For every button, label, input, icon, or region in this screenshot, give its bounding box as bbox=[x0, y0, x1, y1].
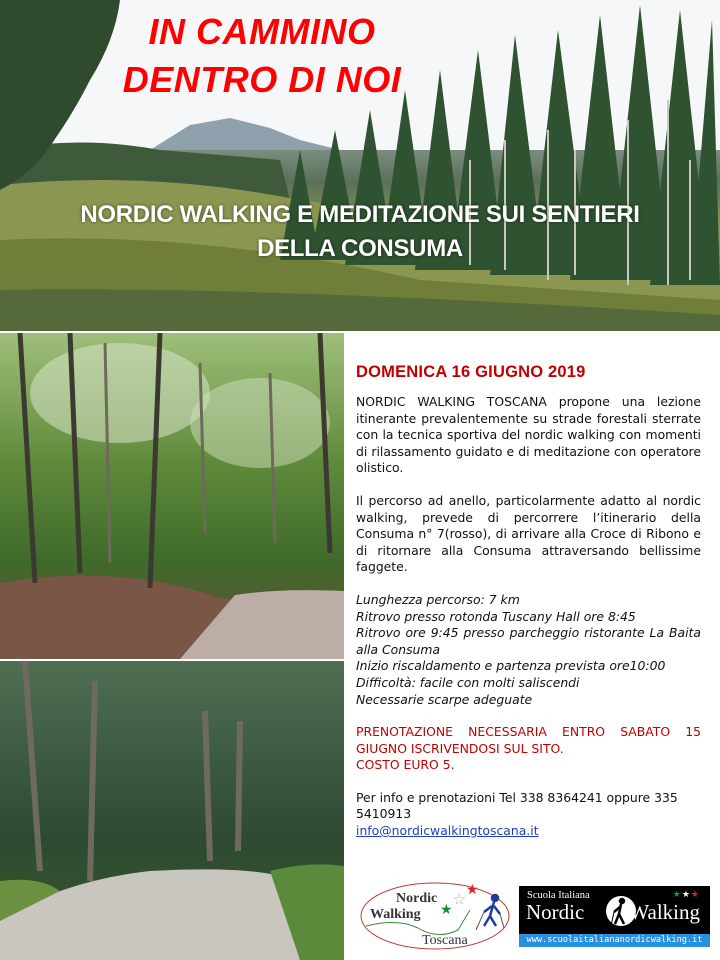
hero-title-line-1: IN CAMMINO bbox=[148, 11, 376, 52]
nwt-text-walking: Walking bbox=[370, 907, 421, 922]
sinw-text-walking: Walking bbox=[629, 900, 700, 924]
star-red-icon: ★ bbox=[690, 889, 700, 899]
booking-deadline: PRENOTAZIONE NECESSARIA ENTRO SABATO 15 GIUGNO ISCRIVENDOSI SUL SITO. bbox=[356, 724, 701, 756]
contact-email-link[interactable]: info@nordicwalkingtoscana.it bbox=[356, 823, 539, 839]
contact-phone: Per info e prenotazioni Tel 338 8364241 oppure 335 5410913 bbox=[356, 789, 678, 822]
sinw-stars bbox=[673, 889, 700, 900]
event-date: DOMENICA 16 GIUGNO 2019 bbox=[356, 363, 586, 381]
beech-forest-photo bbox=[0, 333, 344, 659]
sinw-url: www.scuolaitaliananordicwalking.it bbox=[519, 934, 710, 947]
nwt-logo-graphic bbox=[358, 880, 512, 952]
nwt-text-nordic: Nordic bbox=[396, 891, 438, 906]
detail-meeting-2: Ritrovo ore 9:45 presso parcheggio ristorante La Baita alla Consuma bbox=[356, 625, 701, 657]
detail-length: Lunghezza percorso: 7 km bbox=[356, 591, 520, 607]
booking-cost: COSTO EURO 5. bbox=[356, 757, 455, 773]
detail-start: Inizio riscaldamento e partenza prevista ore10:00 bbox=[356, 658, 666, 674]
nordic-walking-toscana-logo bbox=[358, 880, 512, 952]
star-green-icon: ★ bbox=[672, 889, 682, 899]
booking-notice bbox=[356, 724, 701, 774]
hero-subtitle-line-2: DELLA CONSUMA bbox=[257, 235, 463, 262]
detail-meeting-1: Ritrovo presso rotonda Tuscany Hall ore 8:45 bbox=[356, 608, 636, 624]
event-details-column bbox=[356, 362, 701, 840]
detail-shoes: Necessarie scarpe adeguate bbox=[356, 691, 533, 707]
nwt-star-white: ★ bbox=[453, 892, 466, 908]
conifer-forest-photo bbox=[0, 661, 344, 960]
beech-forest-image bbox=[0, 333, 344, 659]
contact-info bbox=[356, 790, 701, 840]
event-route: Il percorso ad anello, particolarmente adatto al nordic walking, prevede di percorrere l’itinerario della Consuma n° 7(rosso), di arrivare alla Croce di Ribono e di ritornare alla Consuma attraversando bellissime faggete. bbox=[356, 492, 701, 575]
nwt-star-red: ★ bbox=[466, 882, 479, 898]
event-intro: NORDIC WALKING TOSCANA propone una lezione itinerante prevalentemente su strade forestali sterrate con la tecnica sportiva del nordic walking con momenti di rilassamento guidato e di meditazione con operatore olistico. bbox=[356, 394, 701, 476]
nwt-text-toscana: Toscana bbox=[422, 933, 468, 948]
hero-title bbox=[112, 8, 412, 104]
star-white-icon: ★ bbox=[681, 889, 691, 899]
hero-photo bbox=[0, 0, 720, 331]
sinw-text-top: Scuola Italiana bbox=[527, 890, 590, 901]
hero-title-line-2: DENTRO DI NOI bbox=[122, 59, 402, 100]
hero-subtitle bbox=[0, 198, 720, 266]
conifer-forest-image bbox=[0, 661, 344, 960]
scuola-italiana-nordic-walking-logo bbox=[519, 886, 710, 947]
hero-subtitle-line-1: NORDIC WALKING E MEDITAZIONE SUI SENTIERI bbox=[80, 201, 640, 228]
sinw-text-nordic: Nordic bbox=[526, 900, 585, 924]
event-details-list bbox=[356, 592, 701, 708]
detail-difficulty: Difficoltà: facile con molti saliscendi bbox=[356, 674, 580, 690]
nwt-star-green: ★ bbox=[440, 902, 453, 918]
